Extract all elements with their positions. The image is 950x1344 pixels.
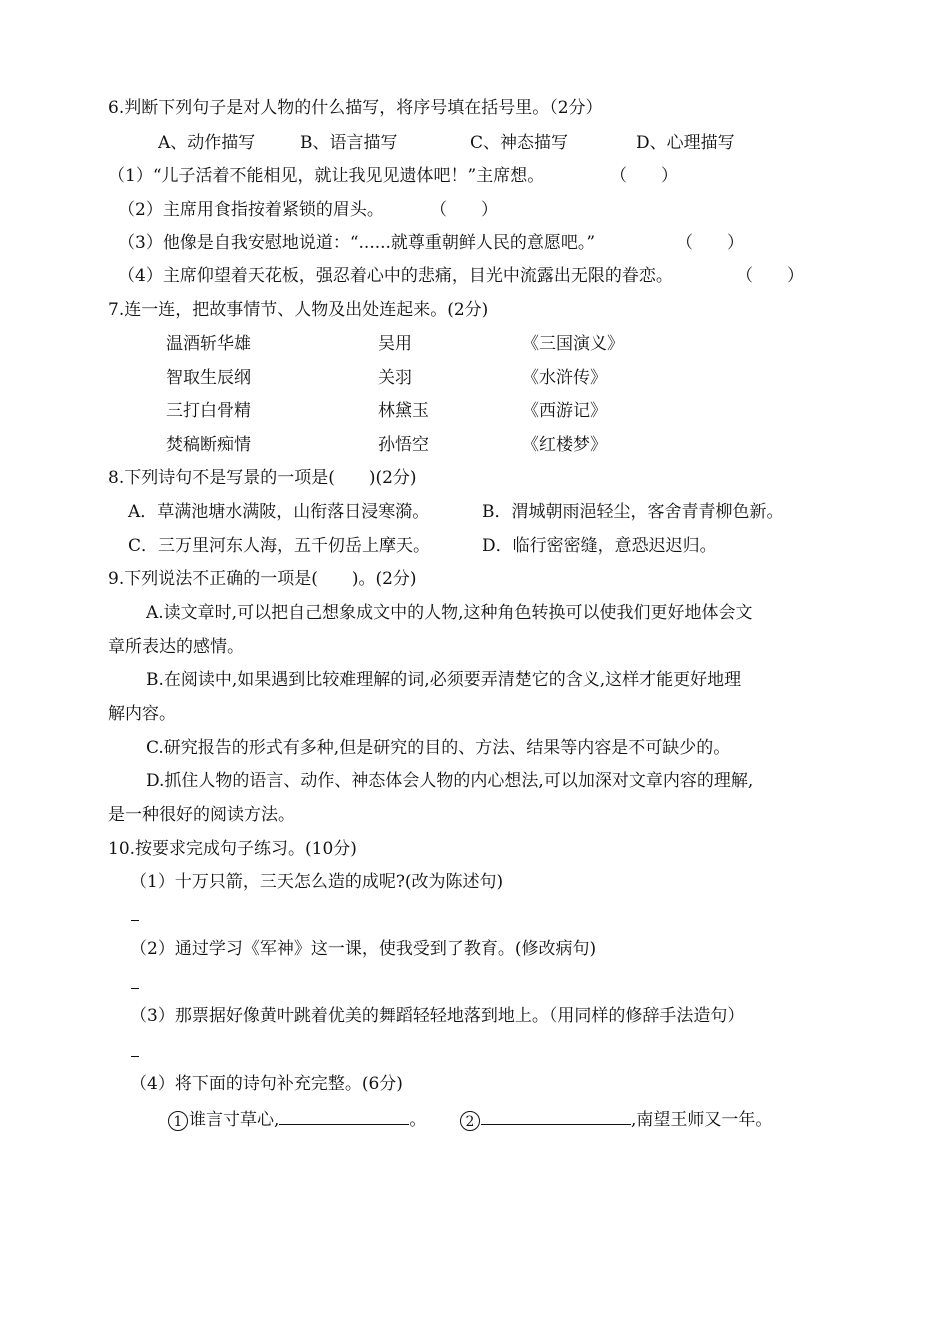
q6-item-2-text: （2）主席用食指按着紧锁的眉头。 [118,200,384,220]
q6-option-d: D、心理描写 [636,133,735,153]
q8-option-a: A．草满池塘水满陂，山衔落日浸寒漪。 [128,502,430,522]
q9-option-b-line2: 解内容。 [108,704,176,724]
q7-person-4[interactable]: 孙悟空 [378,435,429,455]
q7-plot-2[interactable]: 智取生辰纲 [166,368,251,388]
q8-title: 8.下列诗句不是写景的一项是( )(2分) [108,468,417,488]
q6-item-1-text: （1）“儿子活着不能相见，就让我见见遗体吧！”主席想。 [108,166,545,186]
q7-book-3[interactable]: 《西游记》 [522,401,607,421]
q6-item-4-text: （4）主席仰望着天花板，强忍着心中的悲痛，目光中流露出无限的眷恋。 [118,266,673,286]
q6-title: 6.判断下列句子是对人物的什么描写，将序号填在括号里。（2分） [108,98,603,118]
q10-sentence-3: （3）那票据好像黄叶跳着优美的舞蹈轻轻地落到地上。（用同样的修辞手法造句） [130,1006,745,1026]
q10-title: 10.按要求完成句子练习。(10分) [108,839,357,859]
q9-option-a-line1: A.读文章时,可以把自己想象成文中的人物,这种角色转换可以使我们更好地体会文 [146,603,753,623]
q10-sentence-4: （4）将下面的诗句补充完整。(6分) [130,1074,403,1094]
q7-plot-3[interactable]: 三打白骨精 [166,401,251,421]
q6-option-c: C、神态描写 [470,133,569,153]
q9-option-d-line2: 是一种很好的阅读方法。 [108,805,295,825]
q7-plot-1[interactable]: 温酒斩华雄 [166,334,251,354]
q6-item-1-answer-bracket[interactable]: （ ） [610,166,678,186]
q10-sentence-1: （1）十万只箭，三天怎么造的成呢?(改为陈述句) [130,872,504,892]
q9-title: 9.下列说法不正确的一项是( )。(2分) [108,569,417,589]
q9-option-d-line1: D.抓住人物的语言、动作、神态体会人物的内心想法,可以加深对文章内容的理解, [146,771,754,791]
q7-person-2[interactable]: 关羽 [378,368,412,388]
q8-option-c: C．三万里河东人海，五千仞岳上摩天。 [128,536,431,556]
q10-answer-line-3[interactable] [131,1056,139,1057]
q6-item-4-answer-bracket[interactable]: （ ） [736,266,804,286]
poem-blank-2[interactable] [481,1106,631,1125]
poem-item-1-end: 。 [409,1110,427,1130]
q8-option-d: D．临行密密缝，意恐迟迟归。 [482,536,717,556]
q7-person-1[interactable]: 吴用 [378,334,412,354]
q6-item-3-text: （3）他像是自我安慰地说道：“......就尊重朝鲜人民的意愿吧。” [118,233,596,253]
q10-sentence-2: （2）通过学习《军神》这一课，使我受到了教育。(修改病句) [130,939,597,959]
poem-item-2-end: ,南望王师又一年。 [631,1110,773,1130]
q6-option-a: A、动作描写 [158,133,256,153]
poem-blank-1[interactable] [279,1106,409,1125]
q7-title: 7.连一连，把故事情节、人物及出处连起来。(2分) [108,300,489,320]
q7-book-1[interactable]: 《三国演义》 [522,334,624,354]
q7-plot-4[interactable]: 焚稿断痴情 [166,435,251,455]
poem-item-1-number: 1 [168,1111,188,1131]
q10-poem-row [168,1106,426,1130]
poem-item-1-text: 谁言寸草心, [189,1110,280,1130]
q6-item-3-answer-bracket[interactable]: （ ） [676,233,744,253]
q7-person-3[interactable]: 林黛玉 [378,401,429,421]
q8-option-b: B．渭城朝雨浥轻尘，客舍青青柳色新。 [482,502,784,522]
q10-poem-row-2 [460,1106,772,1130]
q10-answer-line-2[interactable] [131,988,139,989]
q9-option-a-line2: 章所表达的感情。 [108,637,244,657]
q6-option-b: B、语言描写 [300,133,398,153]
q6-item-2-answer-bracket[interactable]: （ ） [430,200,498,220]
q9-option-b-line1: B.在阅读中,如果遇到比较难理解的词,必须要弄清楚它的含义,这样才能更好地理 [146,670,742,690]
q9-option-c: C.研究报告的形式有多种,但是研究的目的、方法、结果等内容是不可缺少的。 [146,738,731,758]
q7-book-4[interactable]: 《红楼梦》 [522,435,607,455]
poem-item-2-number: 2 [460,1111,480,1131]
q10-answer-line-1[interactable] [131,920,139,921]
q7-book-2[interactable]: 《水浒传》 [522,368,607,388]
